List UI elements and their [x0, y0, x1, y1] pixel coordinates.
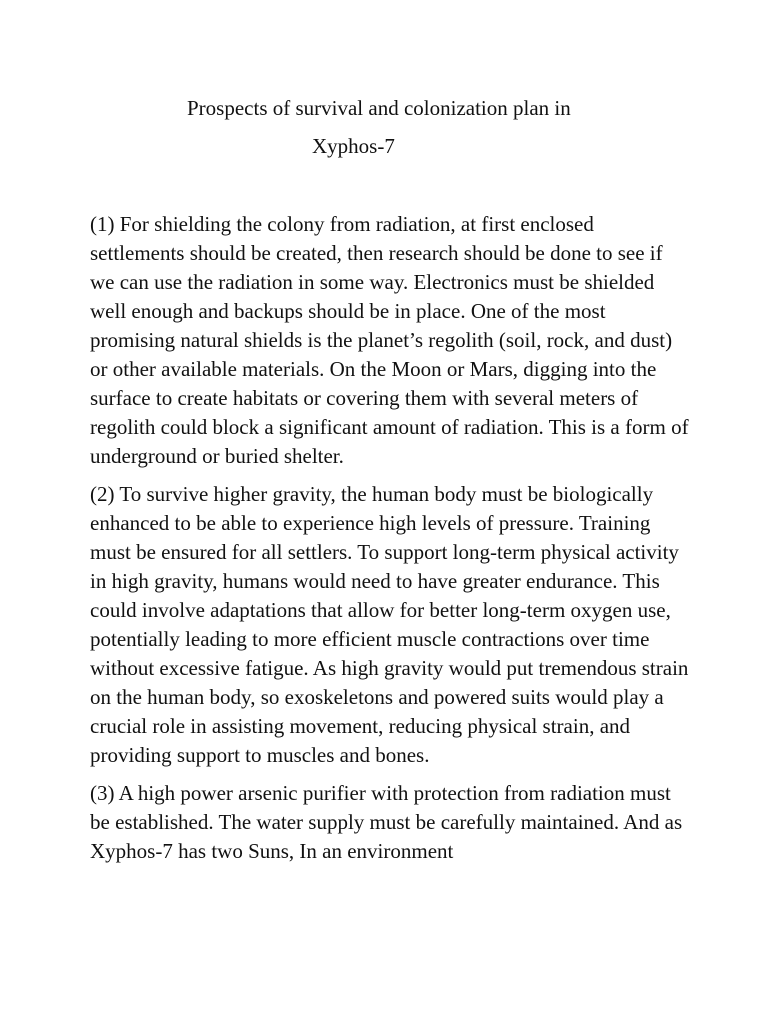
- document-title-line-1: Prospects of survival and colonization plan in: [187, 96, 571, 120]
- paragraph-radiation-shielding: (1) For shielding the colony from radiation, at first enclosed settlements should be created, then research should be done to see if we can use the radiation in some way. Electronics must be shielded well enough and backups should be in place. One of the most promising natural shields is the planet’s regolith (soil, rock, and dust) or other available materials. On the Moon or Mars, digging into the surface to create habitats or covering them with several meters of regolith could block a significant amount of radiation. This is a form of underground or buried shelter.: [90, 212, 689, 468]
- document-title-line-2: Xyphos-7: [312, 134, 395, 158]
- document-body: [90, 210, 690, 875]
- paragraph-water-purification: (3) A high power arsenic purifier with protection from radiation must be established. The water supply must be carefully maintained. And as Xyphos-7 has two Suns, In an environment: [90, 781, 683, 863]
- paragraph-high-gravity: (2) To survive higher gravity, the human body must be biologically enhanced to be able to experience high levels of pressure. Training must be ensured for all settlers. To support long-term physical activity in high gravity, humans would need to have greater endurance. This could involve adaptations that allow for better long-term oxygen use, potentially leading to more efficient muscle contractions over time without excessive fatigue. As high gravity would put tremendous strain on the human body, so exoskeletons and powered suits would play a crucial role in assisting movement, reducing physical strain, and providing support to muscles and bones.: [90, 482, 689, 767]
